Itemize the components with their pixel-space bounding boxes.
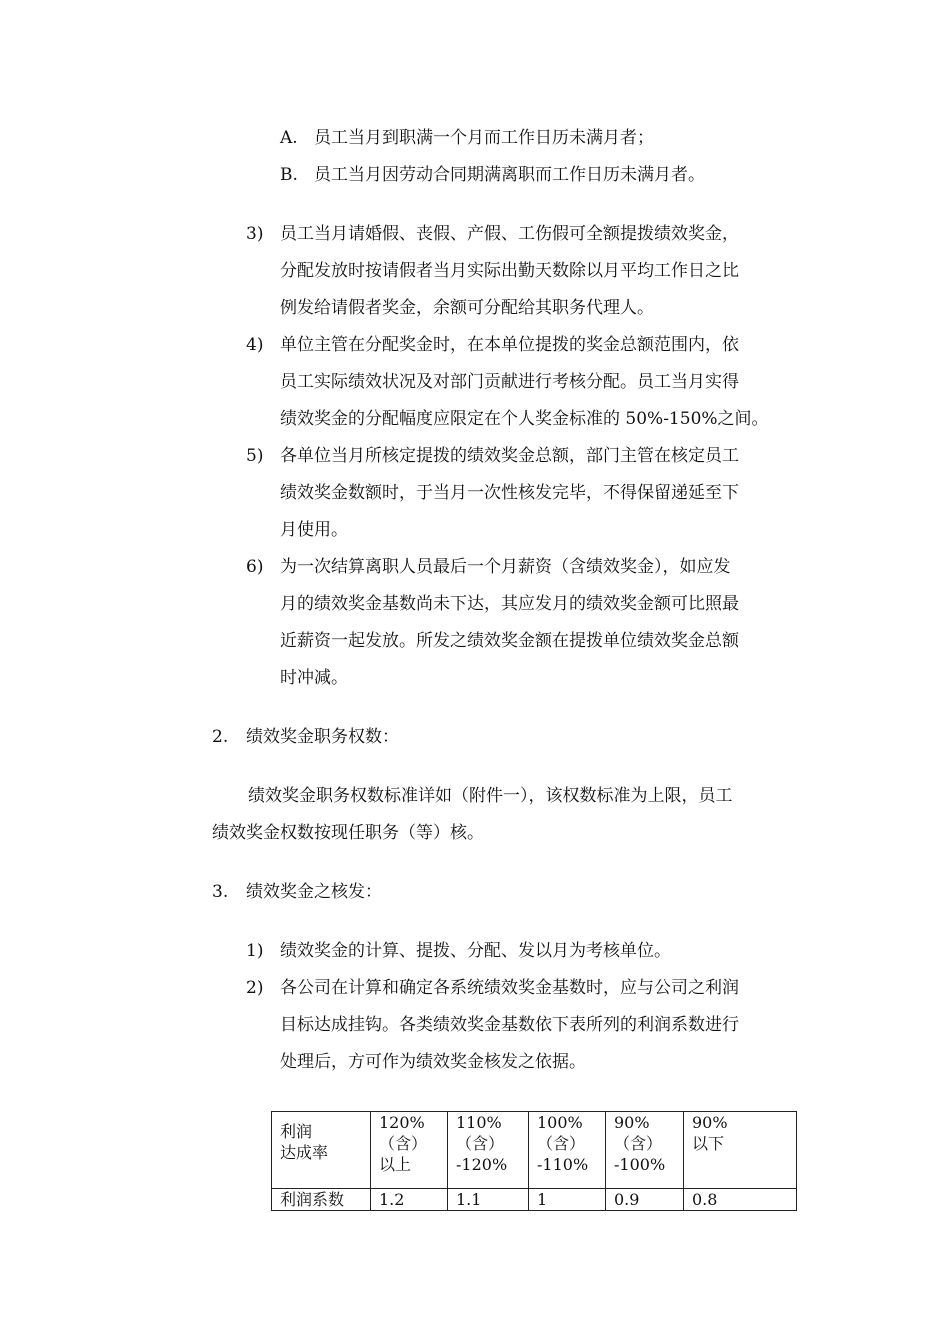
table-header-cell: 90% （含） -100% <box>606 1112 684 1189</box>
table-header-cell: 利润 达成率 <box>272 1112 371 1189</box>
list-item-line: 绩效奖金的计算、提拨、分配、发以月为考核单位。 <box>280 941 671 961</box>
list-item-line: 时冲减。 <box>280 668 348 688</box>
list-item-line: 各单位当月所核定提拨的绩效奖金总额，部门主管在核定员工 <box>280 446 739 466</box>
table-header-cell: 90% 以下 <box>684 1112 797 1189</box>
table-header-row <box>272 1112 797 1189</box>
list-item-marker: 5) <box>246 446 264 466</box>
list-item-marker: 2) <box>246 978 264 998</box>
list-item-line: 目标达成挂钩。各类绩效奖金基数依下表所列的利润系数进行 <box>280 1015 739 1035</box>
section-title: 绩效奖金之核发： <box>246 882 382 902</box>
table-row <box>272 1189 797 1211</box>
sub-item-text: 员工当月到职满一个月而工作日历未满月者； <box>314 128 654 148</box>
section-title: 绩效奖金职务权数： <box>246 727 399 747</box>
list-item-marker: 1) <box>246 941 264 961</box>
list-item-line: 员工实际绩效状况及对部门贡献进行考核分配。员工当月实得 <box>280 372 739 392</box>
list-item-line: 绩效奖金数额时，于当月一次性核发完毕，不得保留递延至下 <box>280 483 739 503</box>
table-header-cell: 100% （含） -110% <box>529 1112 606 1189</box>
list-item-line: 各公司在计算和确定各系统绩效奖金基数时，应与公司之利润 <box>280 978 739 998</box>
list-item-line: 分配发放时按请假者当月实际出勤天数除以月平均工作日之比 <box>280 261 739 281</box>
table-cell: 利润系数 <box>272 1189 371 1211</box>
list-item-line: 单位主管在分配奖金时，在本单位提拨的奖金总额范围内，依 <box>280 335 739 355</box>
sub-item-marker: A. <box>280 128 298 148</box>
sub-item-marker: B. <box>280 165 298 185</box>
paragraph-line: 绩效奖金职务权数标准详如（附件一），该权数标准为上限，员工 <box>248 786 733 806</box>
list-item-line: 月的绩效奖金基数尚未下达，其应发月的绩效奖金额可比照最 <box>280 594 739 614</box>
paragraph-line: 绩效奖金权数按现任职务（等）核。 <box>212 823 484 843</box>
table-header-cell: 110% （含） -120% <box>448 1112 529 1189</box>
list-item-marker: 3) <box>246 224 264 244</box>
sub-item-text: 员工当月因劳动合同期满离职而工作日历未满月者。 <box>314 165 705 185</box>
list-item-line: 近薪资一起发放。所发之绩效奖金额在提拨单位绩效奖金总额 <box>280 631 739 651</box>
table-cell: 0.9 <box>606 1189 684 1211</box>
list-item-line: 处理后，方可作为绩效奖金核发之依据。 <box>280 1052 586 1072</box>
list-item-line: 绩效奖金的分配幅度应限定在个人奖金标准的 50%-150%之间。 <box>280 409 769 429</box>
list-item-line: 月使用。 <box>280 520 348 540</box>
list-item-line: 为一次结算离职人员最后一个月薪资（含绩效奖金），如应发 <box>280 557 731 577</box>
list-item-line: 员工当月请婚假、丧假、产假、工伤假可全额提拨绩效奖金， <box>280 224 739 244</box>
table-cell: 0.8 <box>684 1189 797 1211</box>
table-header-cell: 120% （含） 以上 <box>371 1112 448 1189</box>
list-item-marker: 6) <box>246 557 264 577</box>
table-cell: 1 <box>529 1189 606 1211</box>
list-item-line: 例发给请假者奖金，余额可分配给其职务代理人。 <box>280 298 654 318</box>
list-item-marker: 4) <box>246 335 264 355</box>
table-cell: 1.2 <box>371 1189 448 1211</box>
section-marker: 2. <box>212 727 229 747</box>
profit-coefficient-table <box>271 1111 797 1211</box>
section-marker: 3. <box>212 882 229 902</box>
table-cell: 1.1 <box>448 1189 529 1211</box>
